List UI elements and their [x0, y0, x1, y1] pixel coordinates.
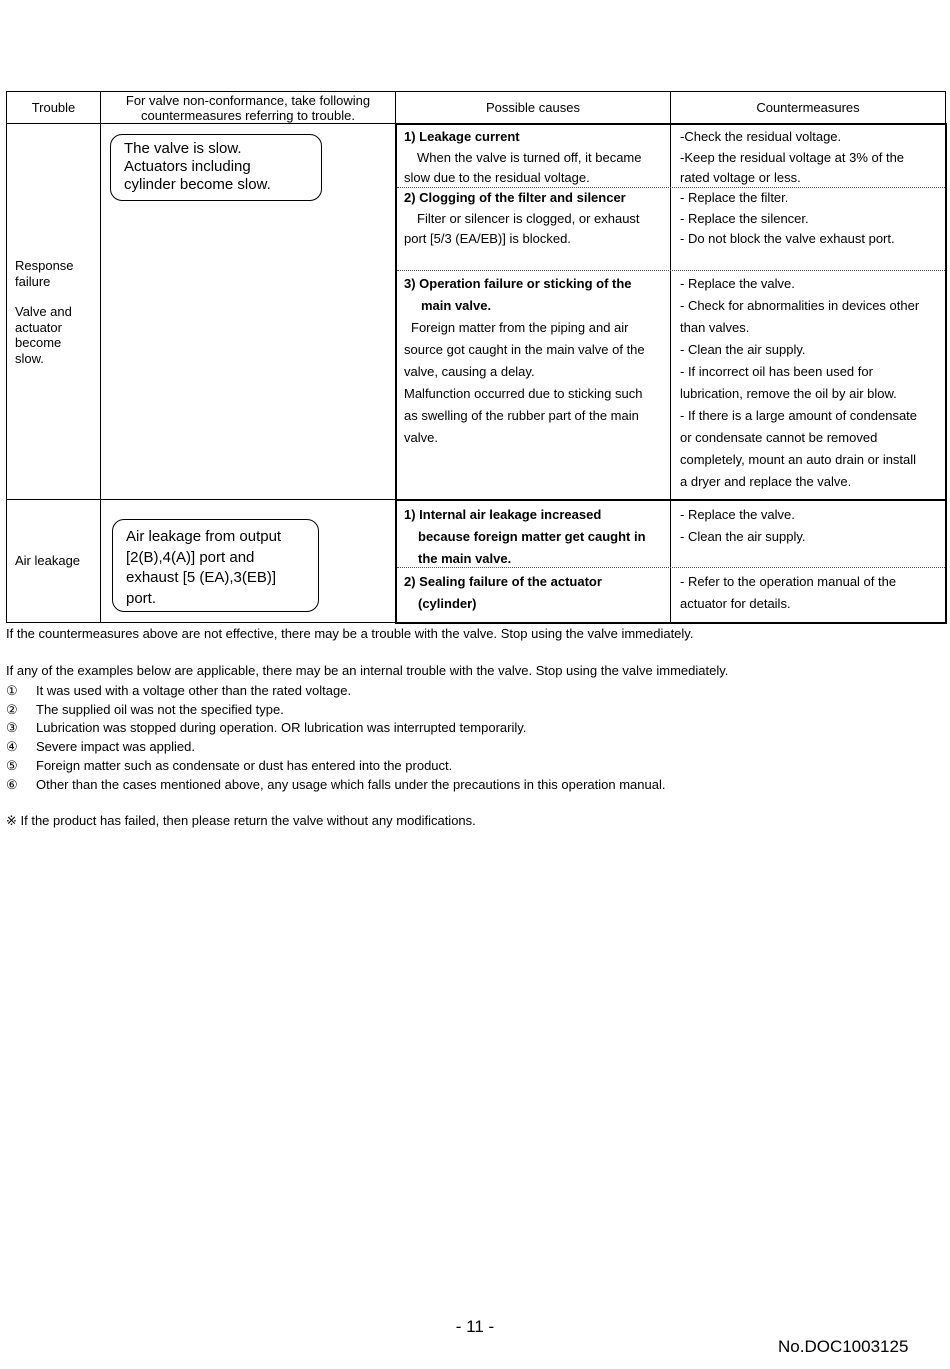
page-number: - 11 -: [455, 1317, 495, 1336]
measure-internal-air-leakage: - Replace the valve. - Clean the air supply.: [680, 507, 806, 544]
cause-leakage-current: 1) Leakage current When the valve is turned off, it became slow due to the residual voltage.: [404, 129, 642, 185]
cause-sealing-failure: 2) Sealing failure of the actuator (cylinder): [404, 574, 602, 611]
note-intro: If any of the examples below are applicable, there may be an internal trouble with the valve. Stop using the valve immediately.: [6, 663, 729, 678]
list-item: ① It was used with a voltage other than the rated voltage.: [6, 683, 352, 698]
measure-clogging-filter: - Replace the filter. - Replace the silencer. - Do not block the valve exhaust port.: [680, 190, 895, 246]
header-possible-causes: Possible causes: [486, 100, 580, 115]
note-return: ※ If the product has failed, then please return the valve without any modifications.: [6, 813, 476, 828]
symptom-bubble-valve-slow: The valve is slow. Actuators including cylinder become slow.: [110, 134, 322, 201]
symptom-bubble-air-leakage: Air leakage from output [2(B),4(A)] port and exhaust [5 (EA),3(EB)] port.: [112, 519, 319, 612]
trouble-air-leakage: Air leakage: [15, 553, 81, 568]
list-item: ③ Lubrication was stopped during operation. OR lubrication was interrupted temporarily.: [6, 720, 527, 736]
cause-clogging-filter: 2) Clogging of the filter and silencer Filter or silencer is clogged, or exhaust port [5/3 (EA/EB)] is blocked.: [404, 190, 640, 246]
measure-leakage-current: -Check the residual voltage. -Keep the residual voltage at 3% of the rated voltage or less.: [680, 129, 905, 185]
list-item: ② The supplied oil was not the specified type.: [6, 701, 284, 717]
header-countermeasures: Countermeasures: [756, 100, 860, 115]
header-trouble: Trouble: [31, 100, 76, 115]
note-list: [6, 682, 665, 794]
measure-operation-failure: - Replace the valve. - Check for abnormalities in devices other than valves. - Clean the air supply. - If incorrect oil has been used for lubrication, remove the oil by air blow. - If there is a large amount of condensate or condensate cannot be removed completely, mount an auto drain or install a dryer and replace the valve.: [680, 276, 920, 489]
list-item: ④ Severe impact was applied.: [6, 739, 195, 755]
list-item: ⑤ Foreign matter such as condensate or dust has entered into the product.: [6, 757, 453, 773]
cause-internal-air-leakage: 1) Internal air leakage increased because foreign matter get caught in the main valve.: [404, 507, 646, 566]
list-item: ⑥ Other than the cases mentioned above, any usage which falls under the precautions in this operation manual.: [6, 776, 666, 792]
header-conformance: For valve non-conformance, take following countermeasures referring to trouble.: [125, 92, 371, 123]
note-after-table: If the countermeasures above are not effective, there may be a trouble with the valve. Stop using the valve immediately.: [6, 626, 694, 641]
measure-sealing-failure: - Refer to the operation manual of the actuator for details.: [680, 574, 897, 611]
trouble-response-failure: Response failure Valve and actuator become slow.: [15, 258, 74, 366]
cause-operation-failure: 3) Operation failure or sticking of the main valve. Foreign matter from the piping and air source got caught in the main valve of the valve, causing a delay. Malfunction occurred due to sticking such as swelling of the rubber part of the main valve.: [404, 276, 645, 445]
document-number: No.DOC1003125: [778, 1337, 909, 1356]
